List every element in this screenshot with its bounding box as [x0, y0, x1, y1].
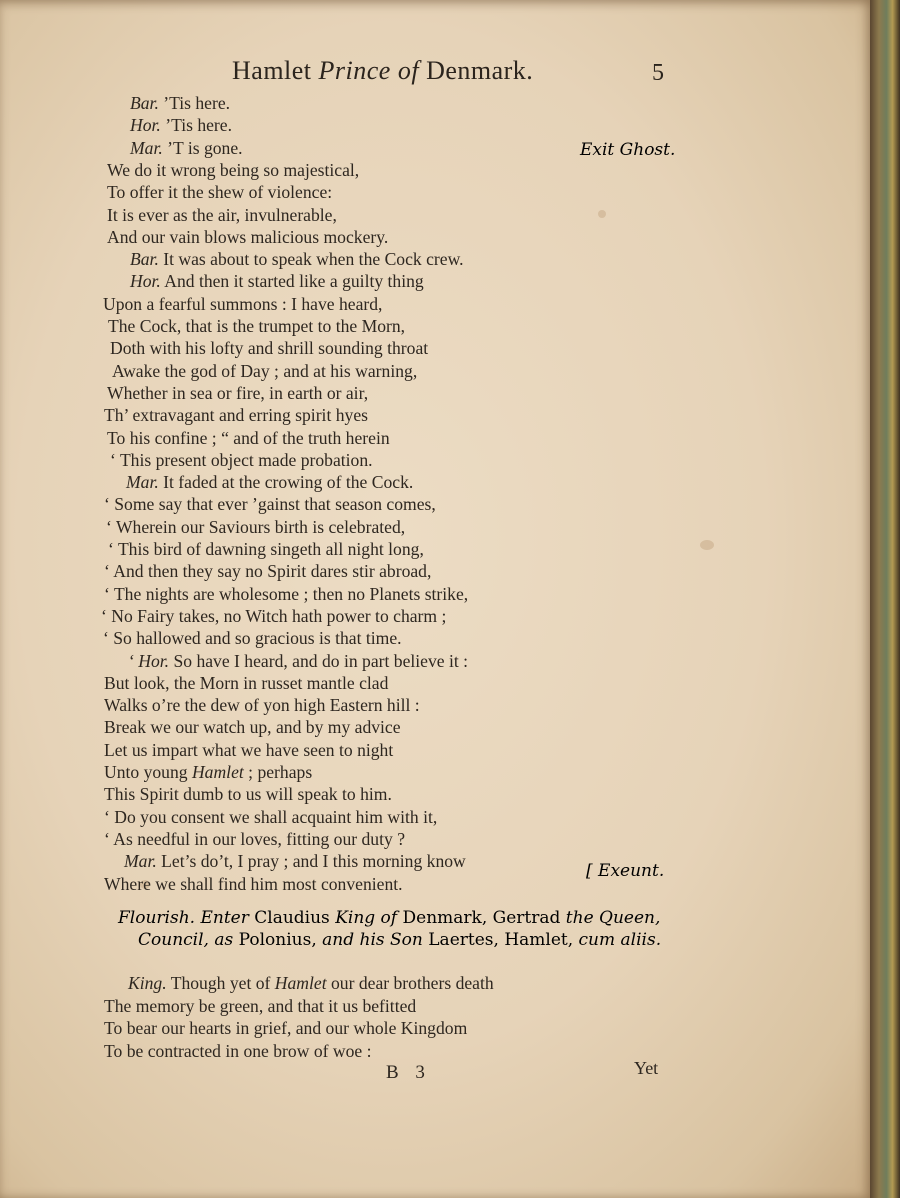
verse-line: [112, 360, 417, 382]
verse-line: [130, 248, 464, 270]
verse-line: [104, 783, 392, 805]
entry-fragment: King of: [335, 908, 403, 928]
verse-line: [107, 382, 368, 404]
verse-line: [104, 493, 436, 515]
line-text: Upon a fearful summons : I have heard,: [103, 293, 383, 314]
line-text: Awake the god of Day ; and at his warning,: [112, 360, 418, 381]
verse-line: [130, 114, 232, 136]
line-text: Th’ extravagant and erring spirit hyes: [104, 405, 368, 426]
catchword: Yet: [634, 1058, 659, 1078]
verse-line: [104, 694, 420, 716]
king-line: [128, 972, 494, 994]
line-text: We do it wrong being so majestical,: [107, 159, 360, 180]
line-text: To be contracted in one brow of woe :: [104, 1040, 372, 1061]
running-title: [232, 56, 533, 86]
line-text: To his confine ; “ and of the truth herein: [107, 427, 390, 448]
line-text: Let’s do’t, I pray ; and I this morning know: [156, 851, 466, 872]
line-text: To bear our hearts in grief, and our whole Kingdom: [104, 1018, 468, 1038]
book-spine: [870, 0, 900, 1198]
verse-line: [128, 650, 468, 672]
verse-line: [103, 627, 402, 649]
verse-line: [104, 560, 431, 582]
line-text: It is ever as the air, invulnerable,: [107, 204, 337, 225]
line-text: ‘ So hallowed and so gracious is that time.: [103, 628, 402, 649]
verse-line: [130, 137, 243, 159]
running-head: [0, 56, 872, 92]
line-text: ‘ No Fairy takes, no Witch hath power to charm ;: [101, 605, 447, 626]
speaker-prefix: Mar.: [124, 851, 157, 872]
speaker-prefix: Bar.: [130, 249, 159, 270]
line-text: ‘ Do you consent we shall acquaint him with it,: [104, 806, 438, 827]
king-line: [104, 995, 416, 1017]
king-line: [104, 1017, 467, 1039]
verse-line: [126, 471, 413, 493]
speaker-prefix: ‘ Hor.: [128, 650, 170, 671]
verse-line: [107, 427, 390, 449]
speaker-prefix: Mar.: [126, 472, 159, 493]
entry-fragment: Denmark,: [402, 908, 493, 928]
line-text: And then it started like a guilty thing: [160, 271, 424, 292]
line-text: Whether in sea or fire, in earth or air,: [107, 382, 369, 403]
line-text: This Spirit dumb to us will speak to him.: [104, 784, 392, 805]
entry-fragment: Laertes,: [428, 930, 505, 950]
line-text: Doth with his lofty and shrill sounding throat: [110, 338, 429, 359]
line-text: ‘ The nights are wholesome ; then no Planets strike,: [104, 583, 469, 604]
entry-fragment: Claudius: [254, 908, 336, 928]
verse-line: [107, 204, 337, 226]
speaker-prefix: Mar.: [130, 137, 163, 158]
verse-line: [104, 828, 405, 850]
italic-name: Hamlet: [274, 973, 327, 993]
line-text-after: our dear brothers death: [326, 973, 494, 993]
line-text: Break we our watch up, and by my advice: [104, 717, 401, 738]
entry-fragment: and his Son: [322, 930, 429, 950]
entry-fragment: Polonius,: [238, 930, 323, 950]
line-text: Unto young: [104, 762, 192, 782]
verse-line: [108, 538, 424, 560]
verse-line: [104, 672, 388, 694]
verse-line: [124, 850, 466, 872]
verse-line: [104, 806, 437, 828]
verse-line: [107, 181, 332, 203]
verse-line: [110, 337, 428, 359]
title-part-2: Denmark.: [419, 56, 534, 85]
line-text: ‘ This present object made probation.: [110, 449, 373, 470]
line-text: Let us impart what we have seen to night: [104, 739, 394, 760]
line-text: It was about to speak when the Cock crew.: [158, 249, 464, 270]
verse-line: [101, 605, 446, 627]
italic-name: Hamlet: [191, 762, 244, 782]
stage-direction-exeunt: [ Exeunt.: [586, 861, 665, 881]
verse-line: [103, 293, 382, 315]
stage-direction-exit-ghost: Exit Ghost.: [580, 140, 676, 160]
entry-fragment: Council, as: [138, 930, 239, 950]
line-text: But look, the Morn in russet mantle clad: [104, 672, 389, 693]
entry-direction-line-1: [118, 908, 660, 928]
verse-line: [130, 92, 230, 114]
page-number: 5: [652, 60, 664, 86]
line-text: It faded at the crowing of the Cock.: [158, 472, 414, 493]
verse-line: [104, 873, 403, 895]
entry-direction-line-2: [138, 930, 661, 950]
verse-line: [110, 449, 373, 471]
line-text: ‘ Wherein our Saviours birth is celebrated,: [106, 516, 406, 537]
entry-fragment: Flourish. Enter: [118, 908, 255, 928]
verse-line: [104, 739, 393, 761]
verse-line: [107, 159, 359, 181]
line-text: To offer it the shew of violence:: [107, 182, 333, 203]
line-text: So have I heard, and do in part believe it :: [169, 650, 469, 671]
line-text: The Cock, that is the trumpet to the Morn,: [108, 316, 406, 336]
line-text: Walks o’re the dew of yon high Eastern hill :: [104, 695, 420, 716]
line-text-after: ; perhaps: [243, 762, 313, 782]
verse-line: [104, 716, 401, 738]
speaker-prefix: Hor.: [130, 271, 161, 292]
verse-line: [104, 404, 368, 426]
speaker-prefix: King.: [128, 973, 167, 993]
verse-line: [104, 761, 312, 783]
verse-line: [107, 226, 388, 248]
verse-line: [108, 315, 405, 337]
entry-fragment: Hamlet,: [504, 930, 579, 950]
line-text: Where we shall find him most convenient.: [104, 873, 403, 894]
line-text: ’Tis here.: [160, 115, 233, 136]
speaker-prefix: Bar.: [130, 93, 159, 113]
line-text: The memory be green, and that it us befitted: [104, 995, 417, 1016]
line-text: ‘ And then they say no Spirit dares stir abroad,: [104, 561, 432, 582]
line-text: ‘ Some say that ever ’gainst that season comes,: [104, 494, 436, 515]
verse-line: [104, 583, 468, 605]
line-text: And our vain blows malicious mockery.: [107, 226, 389, 247]
title-part-1: Hamlet: [232, 56, 319, 85]
verse-line: [130, 270, 424, 292]
entry-fragment: the Queen,: [565, 908, 661, 928]
verse-line: [106, 516, 405, 538]
signature-mark: B 3: [386, 1062, 431, 1083]
line-text: ‘ This bird of dawning singeth all night long,: [108, 539, 424, 559]
line-text: ‘ As needful in our loves, fitting our duty ?: [104, 828, 406, 849]
king-line: [104, 1040, 371, 1062]
line-text: Though yet of: [166, 973, 275, 993]
speaker-prefix: Hor.: [130, 115, 161, 136]
title-italic: Prince of: [318, 56, 420, 85]
line-text: ’T is gone.: [162, 137, 243, 158]
entry-fragment: cum aliis.: [578, 930, 662, 950]
entry-fragment: Gertrad: [492, 908, 566, 928]
line-text: ’Tis here.: [158, 93, 231, 113]
